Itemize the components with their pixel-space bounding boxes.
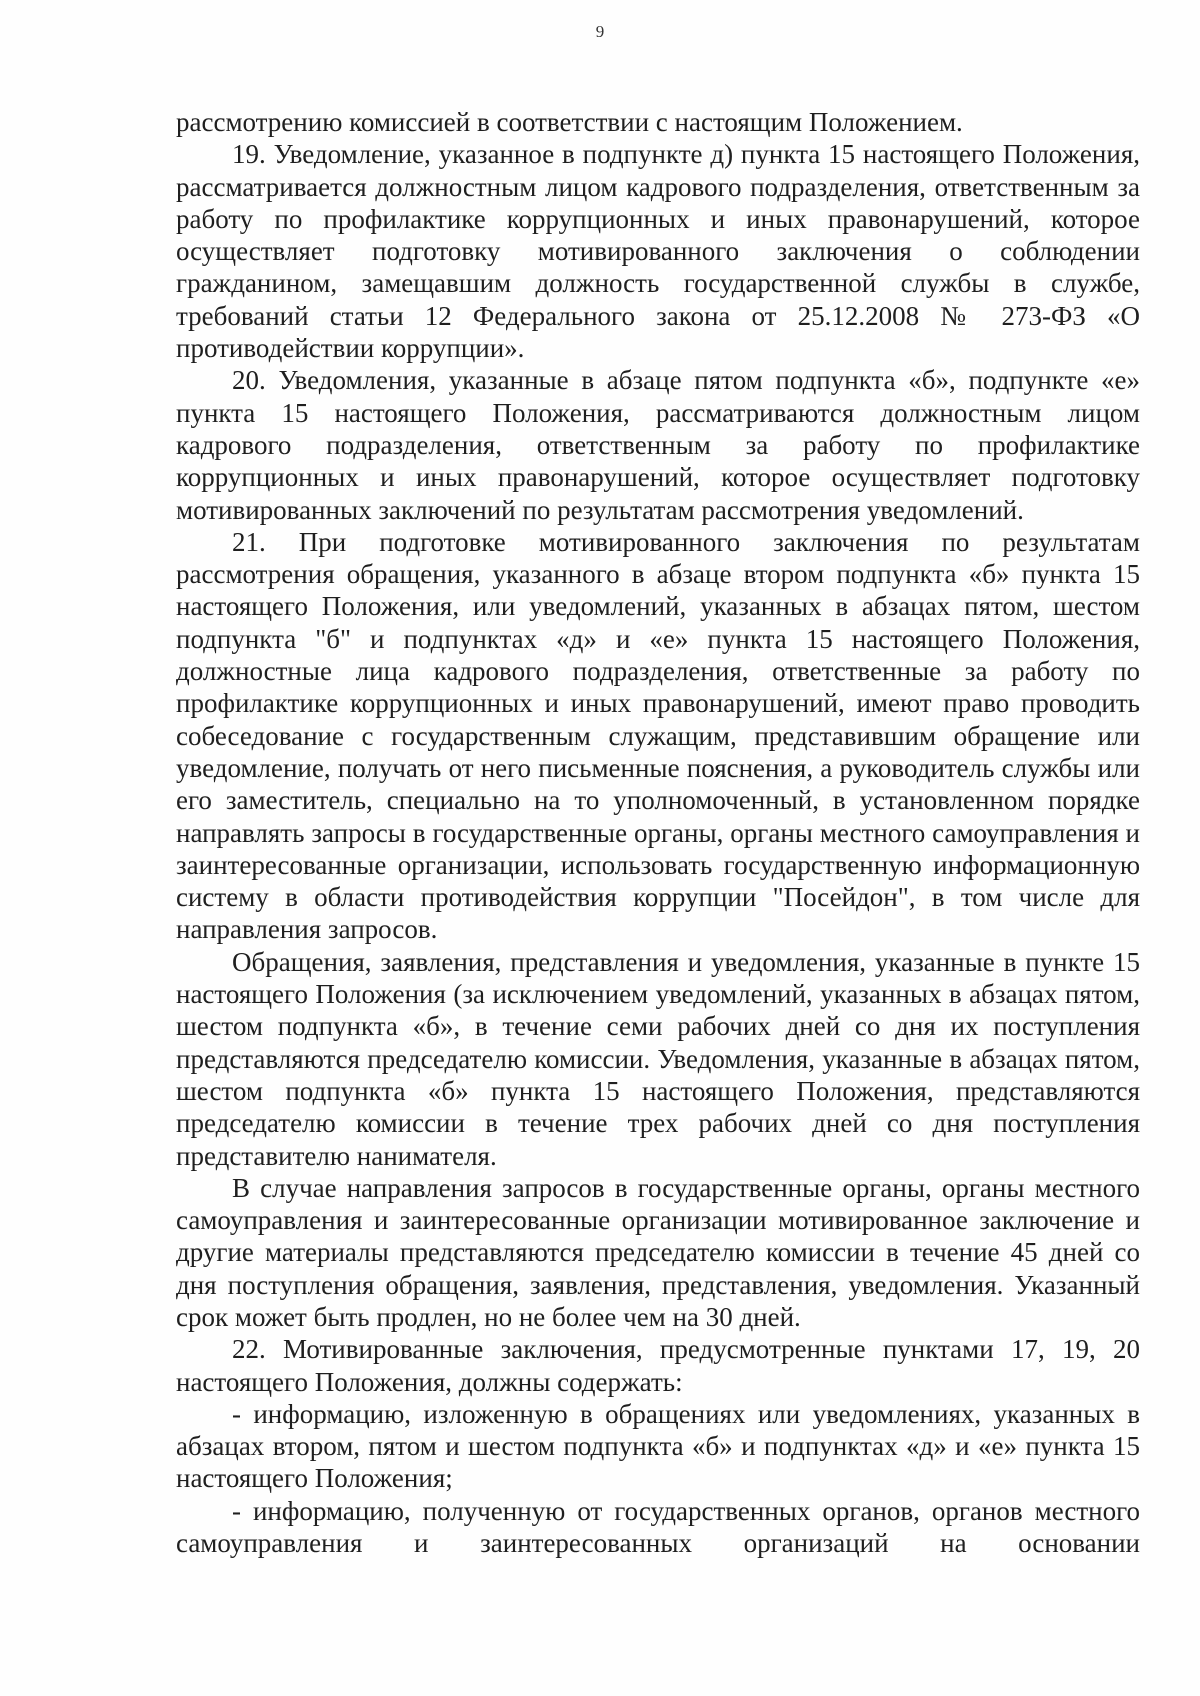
paragraph-continuation: рассмотрению комиссией в соответствии с настоящим Положением.: [176, 107, 963, 137]
paragraph-list-item: - информацию, изложенную в обращениях или уведомлениях, указанных в абзацах втором, пятом и шестом подпункта «б» и подпунктах «д» и «е» пункта 15 настоящего Положения;: [176, 1398, 1140, 1494]
document-body: [176, 106, 1140, 1559]
paragraph-item-20: 20. Уведомления, указанные в абзаце пятом подпункта «б», подпункте «е» пункта 15 настоящего Положения, рассматриваются должностным лицом кадрового подразделения, ответственным за работу по профилактике коррупционных и иных правонарушений, которое осуществляет подготовку мотивированных заключений по результатам рассмотрения уведомлений.: [176, 365, 1140, 525]
paragraph-item-21: 21. При подготовке мотивированного заключения по результатам рассмотрения обращения, указанного в абзаце втором подпункта «б» пункта 15 настоящего Положения, или уведомлений, указанных в абзацах пятом, шестом подпункта "б" и подпунктах «д» и «е» пункта 15 настоящего Положения, должностные лица кадрового подразделения, ответственные за работу по профилактике коррупционных и иных правонарушений, имеют право проводить собеседование с государственным служащим, представившим обращение или уведомление, получать от него письменные пояснения, а руководитель службы или его заместитель, специально на то уполномоченный, в установленном порядке направлять запросы в государственные органы, органы местного самоуправления и заинтересованные организации, использовать государственную информационную систему в области противодействия коррупции "Посейдон", в том числе для направления запросов.: [176, 526, 1140, 945]
paragraph-item-22: 22. Мотивированные заключения, предусмотренные пунктами 17, 19, 20 настоящего Положения, должны содержать:: [176, 1334, 1140, 1397]
paragraph-requests: В случае направления запросов в государственные органы, органы местного самоуправления и заинтересованные организации мотивированное заключение и другие материалы представляются председателю комиссии в течение 45 дней со дня поступления обращения, заявления, представления, уведомления. Указанный срок может быть продлен, но не более чем на 30 дней.: [176, 1172, 1140, 1332]
paragraph-appeals: Обращения, заявления, представления и уведомления, указанные в пункте 15 настоящего Положения (за исключением уведомлений, указанных в абзацах пятом, шестом подпункта «б», в течение семи рабочих дней со дня их поступления представляются председателю комиссии. Уведомления, указанные в абзацах пятом, шестом подпункта «б» пункта 15 настоящего Положения, представляются председателю комиссии в течение трех рабочих дней со дня поступления представителю нанимателя.: [176, 946, 1140, 1171]
paragraph-list-item: - информацию, полученную от государственных органов, органов местного самоуправления и заинтересованных организаций на основании: [176, 1495, 1140, 1559]
paragraph-item-19: 19. Уведомление, указанное в подпункте д) пункта 15 настоящего Положения, рассматривается должностным лицом кадрового подразделения, ответственным за работу по профилактике коррупционных и иных правонарушений, которое осуществляет подготовку мотивированного заключения о соблюдении гражданином, замещавшим должность государственной службы в службе, требований статьи 12 Федерального закона от 25.12.2008 № 273-ФЗ «О противодействии коррупции».: [176, 139, 1140, 364]
page-number: 9: [595, 22, 605, 41]
